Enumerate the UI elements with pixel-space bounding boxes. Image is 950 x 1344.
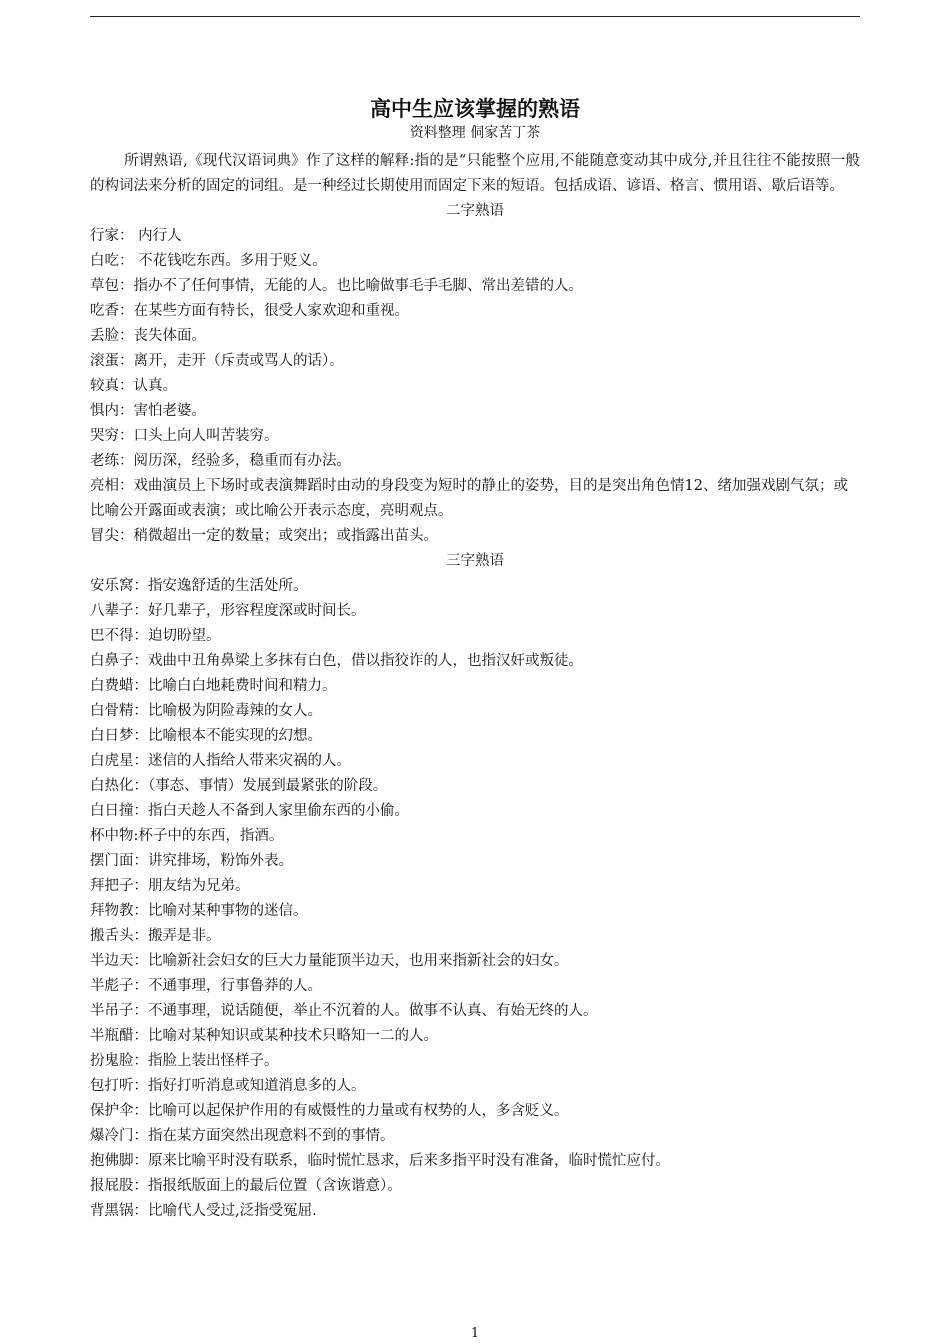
idiom-entry: 惧内：害怕老婆。 [90,403,206,419]
idiom-entry: 白鼻子：戏曲中丑角鼻梁上多抹有白色，借以指狡诈的人，也指汉奸或叛徒。 [90,653,583,669]
document-subtitle: 资料整理 侗家苦丁茶 [409,125,541,141]
idiom-entry: 亮相：戏曲演员上下场时或表演舞蹈时由动的身段变为短时的静止的姿势，目的是突出角色情12、绪加强戏剧气氛；或比喻公开露面或表演；或比喻公开表示态度，亮明观点。 [90,478,848,519]
idiom-entry: 摆门面：讲究排场，粉饰外表。 [90,853,293,869]
idiom-entry: 半边天：比喻新社会妇女的巨大力量能顶半边天，也用来指新社会的妇女。 [90,953,569,969]
document-title: 高中生应该掌握的熟语 [370,96,580,121]
idiom-entry: 吃香：在某些方面有特长，很受人家欢迎和重视。 [90,303,409,319]
section-heading: 三字熟语 [446,553,504,569]
section-two-char [90,199,860,549]
idiom-entry: 八辈子：好几辈子，形容程度深或时间长。 [90,603,366,619]
idiom-entry: 白虎星：迷信的人指给人带来灾祸的人。 [90,753,351,769]
idiom-entry: 白日撞：指白天趁人不备到人家里偷东西的小偷。 [90,803,409,819]
idiom-entry: 白日梦：比喻根本不能实现的幻想。 [90,728,322,744]
idiom-entry: 拜物教：比喻对某种事物的迷信。 [90,903,308,919]
idiom-entry: 白吃： 不花钱吃东西。多用于贬义。 [90,253,327,269]
idiom-entry: 杯中物:杯子中的东西，指酒。 [90,828,284,844]
idiom-entry: 半彪子：不通事理，行事鲁莽的人。 [90,978,322,994]
idiom-entry: 巴不得：迫切盼望。 [90,628,221,644]
idiom-entry: 包打听：指好打听消息或知道消息多的人。 [90,1078,366,1094]
idiom-entry: 丢脸：丧失体面。 [90,328,206,344]
idiom-entry: 搬舌头：搬弄是非。 [90,928,221,944]
idiom-entry: 较真：认真。 [90,378,177,394]
idiom-entry: 拜把子：朋友结为兄弟。 [90,878,250,894]
idiom-entry: 白骨精：比喻极为阴险毒辣的女人。 [90,703,322,719]
idiom-entry: 保护伞：比喻可以起保护作用的有威慑性的力量或有权势的人，多含贬义。 [90,1103,569,1119]
idiom-entry: 行家： 内行人 [90,228,182,244]
idiom-entry: 滚蛋：离开，走开（斥责或骂人的话）。 [90,353,344,369]
idiom-entry: 半瓶醋：比喻对某种知识或某种技术只略知一二的人。 [90,1028,438,1044]
idiom-entry: 草包：指办不了任何事情，无能的人。也比喻做事毛手毛脚、常出差错的人。 [90,278,583,294]
idiom-entry: 白热化：（事态、事情）发展到最紧张的阶段。 [90,778,388,794]
header-rule [90,16,860,17]
idiom-entry: 爆冷门：指在某方面突然出现意料不到的事情。 [90,1128,395,1144]
idiom-entry: 白费蜡：比喻白白地耗费时间和精力。 [90,678,337,694]
section-heading: 二字熟语 [446,203,504,219]
section-three-char [90,549,860,1224]
idiom-entry: 抱佛脚：原来比喻平时没有联系，临时慌忙恳求，后来多指平时没有准备，临时慌忙应付。 [90,1153,670,1169]
idiom-entry: 报屁股：指报纸版面上的最后位置（含诙谐意）。 [90,1178,402,1194]
document-body [90,95,860,1224]
idiom-entry: 老练：阅历深，经验多，稳重而有办法。 [90,453,351,469]
idiom-entry: 背黑锅：比喻代人受过,泛指受冤屈. [90,1203,317,1219]
page-number: 1 [470,1326,480,1341]
idiom-entry: 哭穷：口头上向人叫苦装穷。 [90,428,279,444]
idiom-entry: 扮鬼脸：指脸上装出怪样子。 [90,1053,279,1069]
idiom-entry: 半吊子：不通事理，说话随便，举止不沉着的人。做事不认真、有始无终的人。 [90,1003,598,1019]
intro-paragraph: 所谓熟语,《现代汉语词典》作了这样的解释:指的是“只能整个应用,不能随意变动其中成分,并且往往不能按照一般的构词法来分析的固定的词组。是一种经过长期使用而固定下来的短语。包括成语、谚语、格言、惯用语、歇后语等。 [90,153,860,194]
idiom-entry: 安乐窝：指安逸舒适的生活处所。 [90,578,308,594]
idiom-entry: 冒尖：稍微超出一定的数量；或突出；或指露出苗头。 [90,528,438,544]
